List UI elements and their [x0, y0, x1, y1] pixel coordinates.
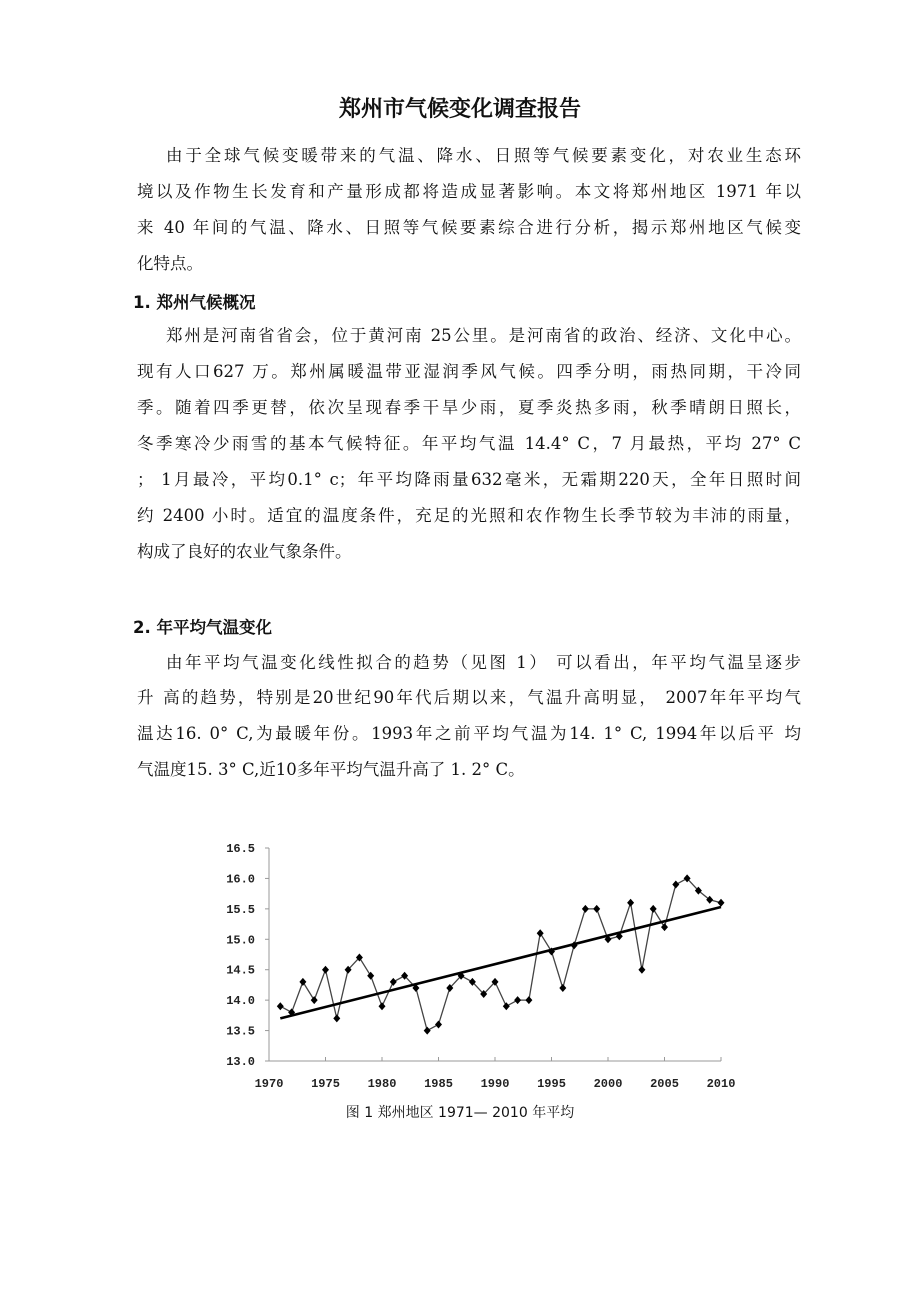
intro-line: 由于全球气候变暖带来的气温、降水、日照等气候要素变化，对农业生态环	[166, 146, 801, 165]
body-line: 气温度15. 3° C,近10多年平均气温升高了 1. 2° C。	[137, 760, 525, 779]
intro-line: 境以及作物生长发育和产量形成都将造成显著影响。本文将郑州地区 1971 年以	[137, 182, 801, 201]
x-tick-label: 1990	[480, 1077, 510, 1091]
data-point	[627, 899, 634, 907]
y-tick-label: 15.5	[226, 902, 255, 917]
x-tick-label: 2005	[650, 1077, 679, 1091]
body-line: 郑州是河南省省会，位于黄河南 25公里。是河南省的政治、经济、文化中心。	[166, 326, 801, 345]
intro-line: 化特点。	[137, 254, 203, 273]
data-point	[390, 978, 397, 986]
x-tick-label: 1975	[311, 1077, 340, 1091]
intro-line: 来 40 年间的气温、降水、日照等气候要素综合进行分析，揭示郑州地区气候变	[137, 218, 801, 237]
body-line: 约 2400 小时。适宜的温度条件，充足的光照和农作物生长季节较为丰沛的雨量，	[137, 506, 801, 525]
trend-line	[280, 907, 721, 1018]
section-heading: 1. 郑州气候概况	[133, 293, 256, 312]
y-tick-label: 13.0	[226, 1055, 255, 1069]
body-line: 季。随着四季更替，依次呈现春季干旱少雨，夏季炎热多雨，秋季晴朗日照长，	[137, 398, 801, 417]
x-tick-label: 1980	[367, 1077, 397, 1091]
y-tick-label: 14.0	[226, 994, 255, 1009]
y-tick-label: 15.0	[226, 933, 255, 948]
body-line: 由年平均气温变化线性拟合的趋势（见图 1） 可以看出，年平均气温呈逐步	[166, 653, 801, 672]
x-tick-label: 2010	[706, 1077, 736, 1091]
data-point	[503, 1002, 510, 1010]
section-heading: 2. 年平均气温变化	[133, 618, 272, 637]
data-point	[424, 1027, 431, 1035]
y-tick-label: 16.0	[226, 872, 255, 887]
data-point	[582, 905, 589, 913]
body-line: 温达16. 0° C,为最暖年份。1993年之前平均气温为14. 1° C, 1994年以后平 均	[137, 724, 801, 743]
x-tick-label: 1985	[424, 1077, 453, 1091]
y-tick-label: 14.5	[226, 963, 255, 978]
body-line: 构成了良好的农业气象条件。	[137, 542, 352, 561]
temperature-series-line	[280, 878, 721, 1030]
data-point	[514, 996, 521, 1004]
body-line: 现有人口627 万。郑州属暖温带亚湿润季风气候。四季分明，雨热同期，干冷同	[137, 362, 801, 381]
x-tick-label: 1970	[254, 1077, 284, 1091]
data-point	[672, 881, 679, 889]
data-point	[718, 899, 725, 907]
x-tick-label: 1995	[537, 1077, 566, 1091]
y-tick-label: 13.5	[226, 1024, 255, 1039]
body-line: ； 1月最冷，平均0.1° c；年平均降雨量632毫米，无霜期220天，全年日照时间	[137, 470, 801, 489]
data-point	[333, 1014, 340, 1022]
data-point	[435, 1020, 442, 1028]
data-point	[322, 966, 329, 974]
data-point	[379, 1002, 386, 1010]
data-point	[525, 996, 532, 1004]
body-line: 冬季寒冷少雨雪的基本气候特征。年平均气温 14.4° C，7 月最热，平均 27° C	[137, 434, 801, 453]
page-title: 郑州市气候变化调查报告	[338, 97, 581, 122]
figure-caption: 图 1 郑州地区 1971— 2010 年平均	[345, 1105, 575, 1121]
x-tick-label: 2000	[593, 1077, 623, 1091]
data-point	[638, 966, 645, 974]
body-line: 升 高的趋势，特别是20世纪90年代后期以来，气温升高明显， 2007年年平均气	[137, 688, 801, 707]
data-point	[559, 984, 566, 992]
y-tick-label: 16.5	[226, 842, 255, 856]
temperature-chart	[220, 830, 740, 1092]
data-point	[277, 1002, 284, 1010]
data-point	[593, 905, 600, 913]
